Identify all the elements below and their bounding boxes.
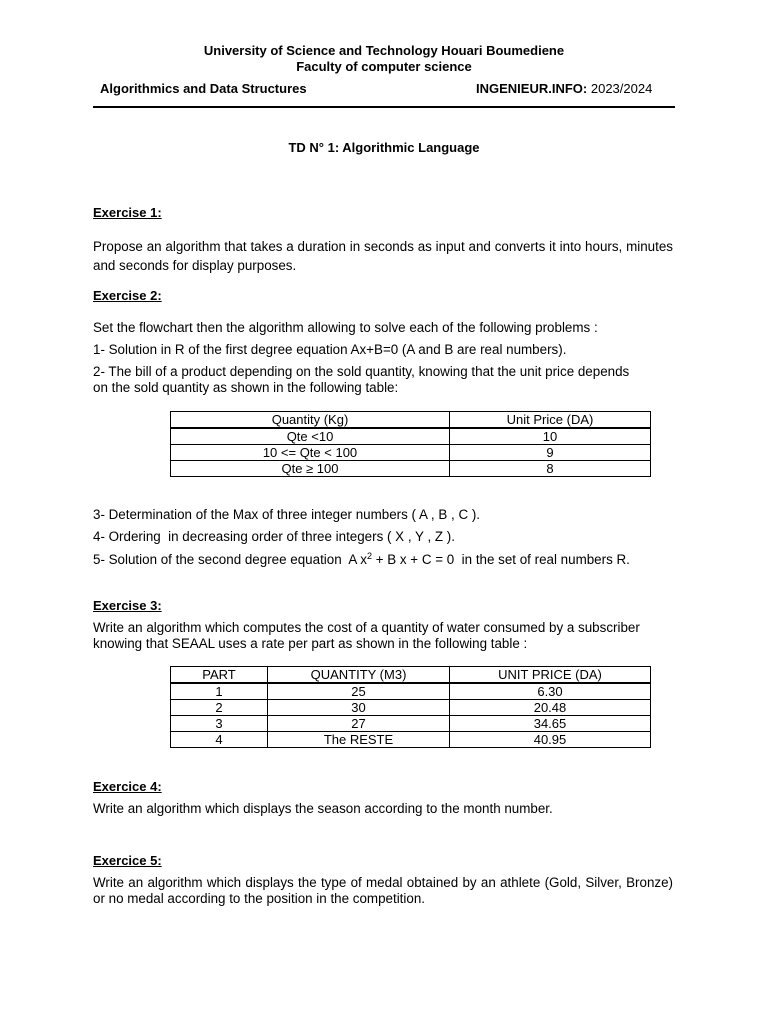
table-cell: 20.48 <box>450 700 651 716</box>
table-header-cell: QUANTITY (M3) <box>268 667 450 684</box>
water-rate-table <box>170 666 651 748</box>
table-row <box>171 700 651 716</box>
exercise-3-line-2: knowing that SEAAL uses a rate per part as shown in the following table : <box>93 636 528 651</box>
table-row <box>171 732 651 748</box>
table-cell: 34.65 <box>450 716 651 732</box>
program-label: INGENIEUR.INFO: <box>476 81 588 96</box>
table-cell: Qte <10 <box>171 428 450 445</box>
exercise-3-line-1: Write an algorithm which computes the cost of a quantity of water consumed by a subscriber <box>93 620 640 635</box>
table-header-row <box>171 667 651 684</box>
table-header-row <box>171 412 651 429</box>
exercise-2-item-3: 3- Determination of the Max of three integer numbers ( A , B , C ). <box>93 507 481 522</box>
exercise-2-title: Exercise 2: <box>93 288 162 303</box>
course-name: Algorithmics and Data Structures <box>100 81 307 96</box>
item-5-text-start: 5- Solution of the second degree equation A x <box>93 552 367 567</box>
exercise-3-title: Exercise 3: <box>93 598 162 613</box>
table-cell: 6.30 <box>450 683 651 700</box>
table-row <box>171 716 651 732</box>
table-cell: 2 <box>171 700 268 716</box>
table-row <box>171 428 651 445</box>
exercise-2-intro: Set the flowchart then the algorithm allowing to solve each of the following problems : <box>93 320 598 335</box>
exercise-2-item-2-line-1: 2- The bill of a product depending on the sold quantity, knowing that the unit price depends <box>93 364 630 379</box>
table-cell: 10 <box>450 428 651 445</box>
table-header-cell: Quantity (Kg) <box>171 412 450 429</box>
table-row <box>171 445 651 461</box>
table-cell: 4 <box>171 732 268 748</box>
exponent: 2 <box>366 551 372 561</box>
exercise-2-item-1: 1- Solution in R of the first degree equation Ax+B=0 (A and B are real numbers). <box>93 342 567 357</box>
table-cell: 10 <= Qte < 100 <box>171 445 450 461</box>
table-header-cell: Unit Price (DA) <box>450 412 651 429</box>
item-5-text-end: + B x + C = 0 in the set of real numbers R. <box>371 552 630 567</box>
exercise-5-title: Exercice 5: <box>93 853 162 868</box>
table-cell: 27 <box>268 716 450 732</box>
exercise-4-title: Exercice 4: <box>93 779 162 794</box>
exercise-4-text: Write an algorithm which displays the season according to the month number. <box>93 801 553 816</box>
table-cell: 9 <box>450 445 651 461</box>
page-title: TD N° 1: Algorithmic Language <box>288 140 480 155</box>
table-header-cell: UNIT PRICE (DA) <box>450 667 651 684</box>
table-cell: The RESTE <box>268 732 450 748</box>
exercise-5-text: Write an algorithm which displays the type of medal obtained by an athlete (Gold, Silver, Bronze) or no medal according to the position in the competition. <box>93 875 673 906</box>
header-divider <box>93 106 675 108</box>
table-cell: 1 <box>171 683 268 700</box>
table-row <box>171 461 651 477</box>
table-row <box>171 683 651 700</box>
exercise-2-item-5 <box>93 552 630 568</box>
academic-year: 2023/2024 <box>590 81 653 96</box>
price-table <box>170 411 651 477</box>
table-header-cell: PART <box>171 667 268 684</box>
table-cell: 8 <box>450 461 651 477</box>
faculty-name: Faculty of computer science <box>296 59 472 74</box>
table-cell: 25 <box>268 683 450 700</box>
exercise-1-title: Exercise 1: <box>93 205 162 220</box>
table-cell: 3 <box>171 716 268 732</box>
exercise-2-item-2-line-2: on the sold quantity as shown in the following table: <box>93 380 399 395</box>
table-cell: Qte ≥ 100 <box>171 461 450 477</box>
exercise-1-text: Propose an algorithm that takes a duration in seconds as input and converts it into hours, minutes and seconds for display purposes. <box>93 239 673 273</box>
exercise-2-item-4: 4- Ordering in decreasing order of three integers ( X , Y , Z ). <box>93 529 455 544</box>
table-cell: 40.95 <box>450 732 651 748</box>
program-year <box>476 81 652 97</box>
university-name: University of Science and Technology Houari Boumediene <box>203 43 565 58</box>
table-cell: 30 <box>268 700 450 716</box>
